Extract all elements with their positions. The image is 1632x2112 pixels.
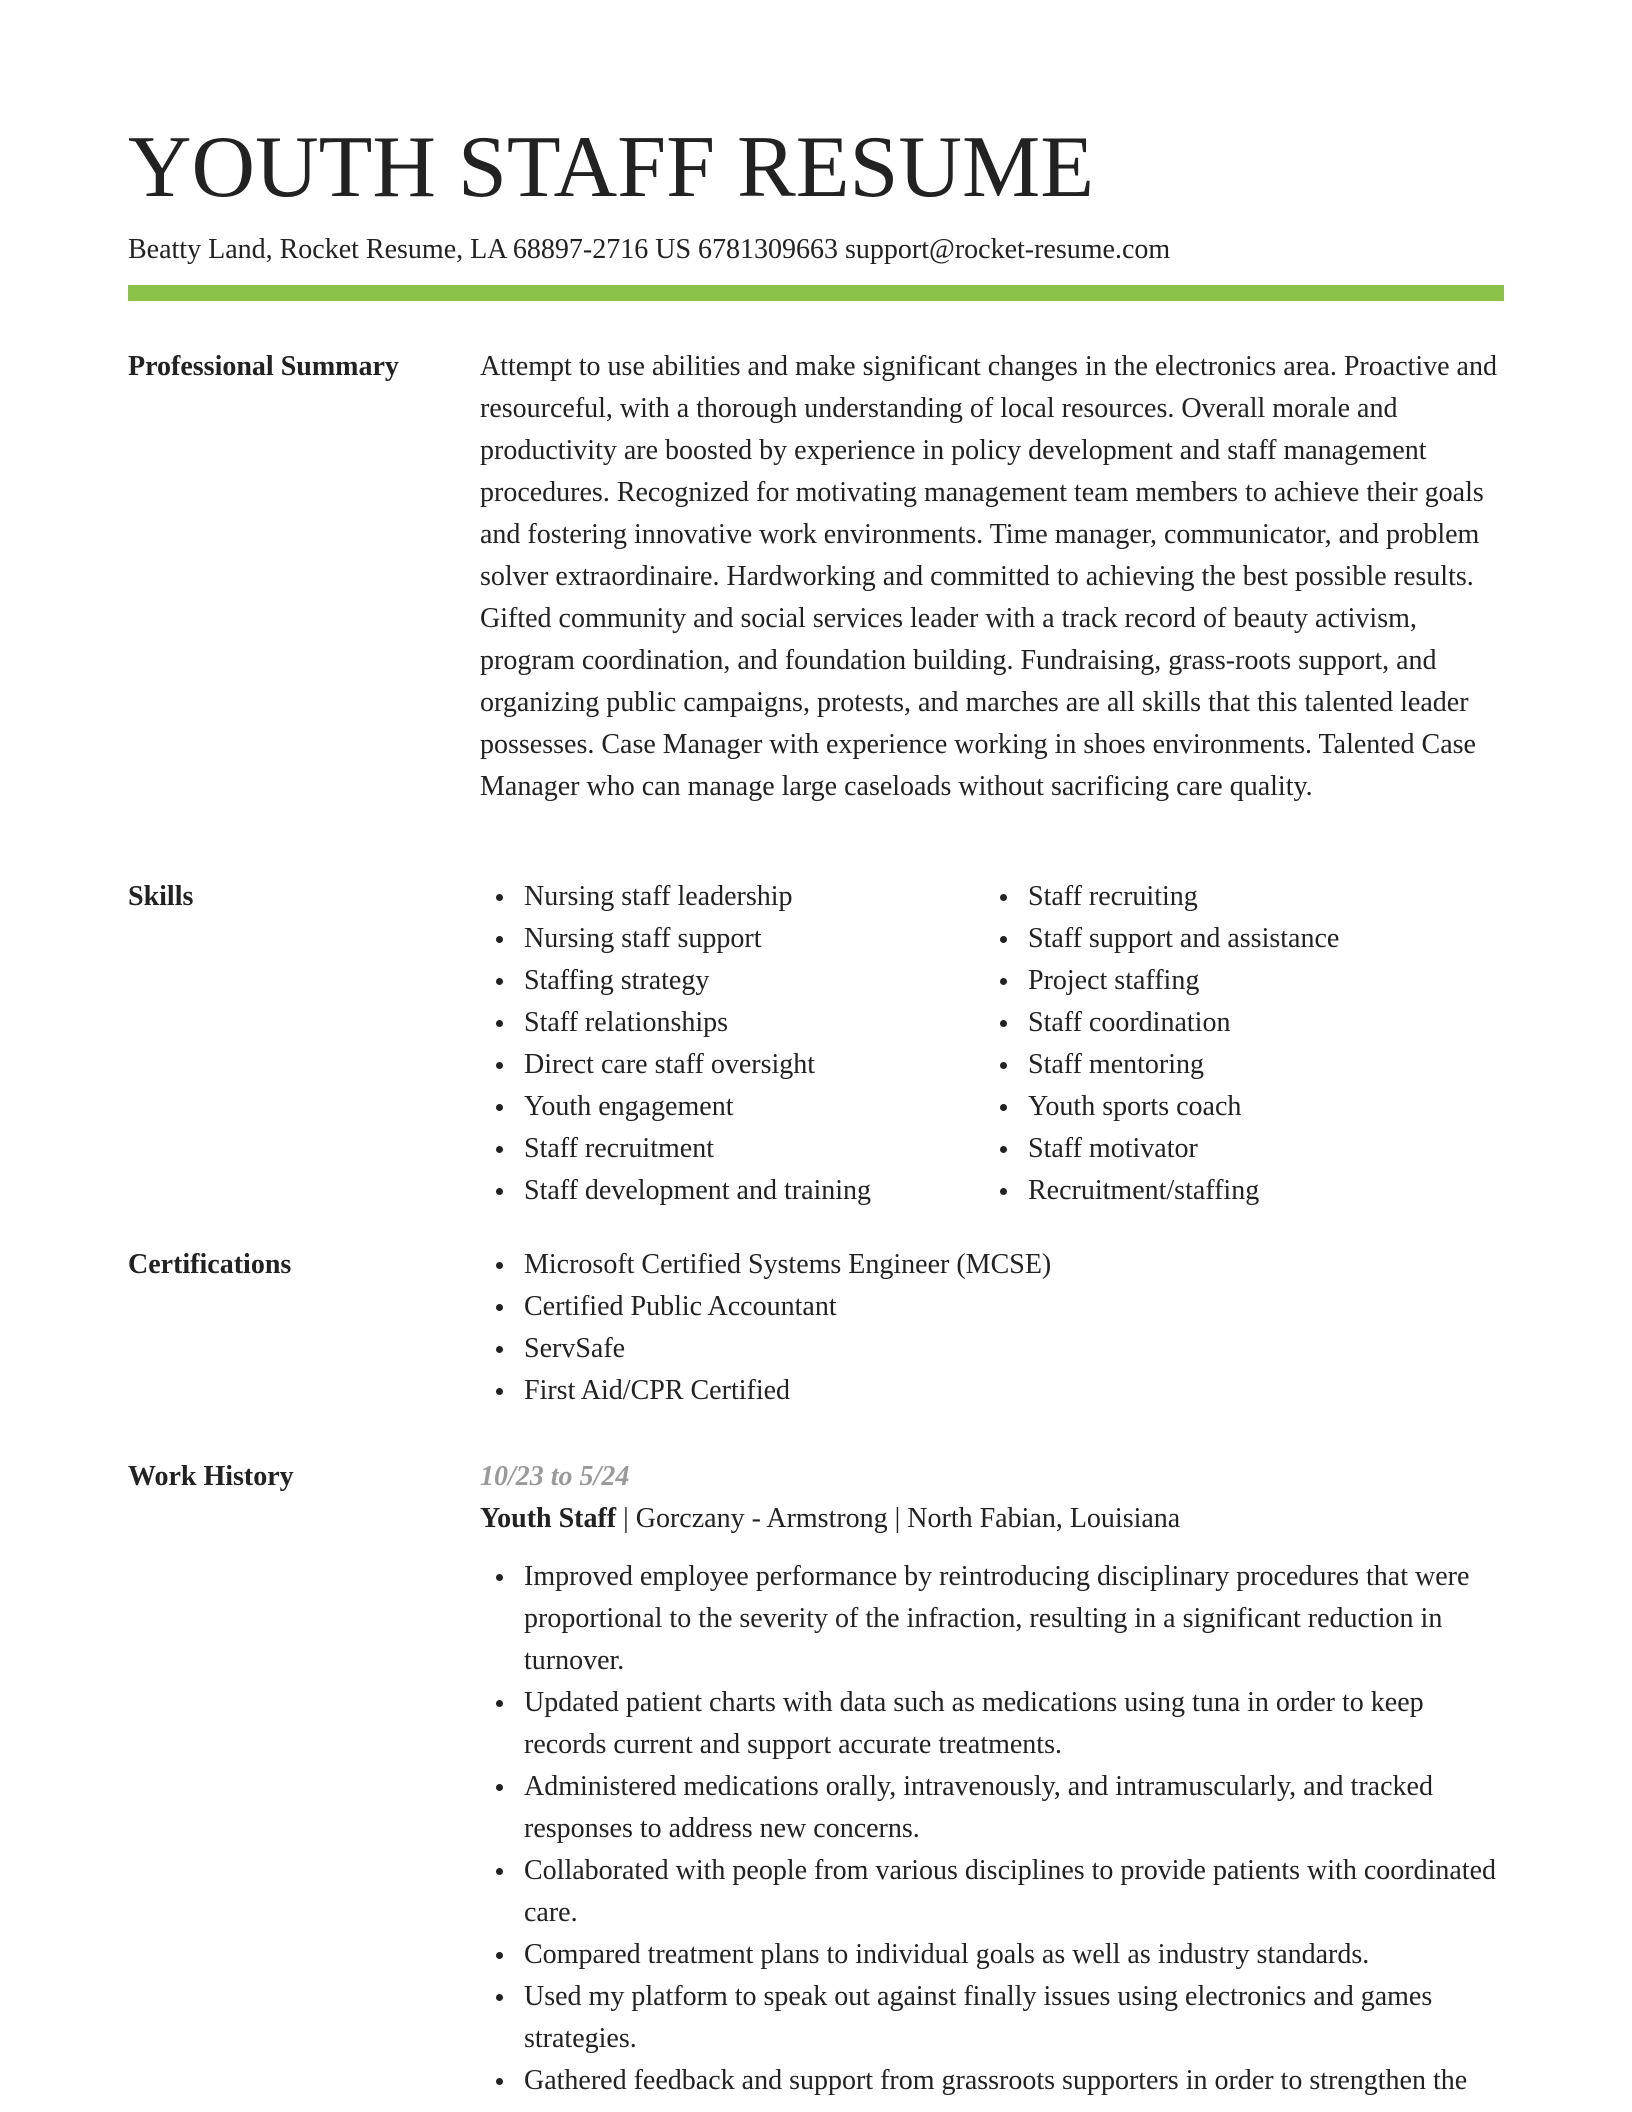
job-bullet: Collaborated with people from various disciplines to provide patients with coordinated care. [480, 1850, 1504, 1934]
skill-item: Nursing staff leadership [480, 876, 984, 918]
summary-body [480, 346, 1504, 808]
skill-item: Staff development and training [480, 1170, 984, 1212]
certifications-label: Certifications [128, 1249, 292, 1280]
summary-text: Attempt to use abilities and make significant changes in the electronics area. Proactive and resourceful, with a thorough understanding of local resources. Overall morale and productivity are boosted by experience in policy development and staff management procedures. Recognized for motivating management team members to achieve their goals and fostering innovative work environments. Time manager, communicator, and problem solver extraordinaire. Hardworking and committed to achieving the best possible results. Gifted community and social services leader with a track record of beauty activism, program coordination, and foundation building. Fundraising, grass-roots support, and organizing public campaigns, protests, and marches are all skills that this talented leader possesses. Case Manager with experience working in shoes environments. Talented Case Manager who can manage large caseloads without sacrificing care quality. [480, 351, 1497, 802]
work-history-body [480, 1456, 1504, 2102]
skill-item: Staffing strategy [480, 960, 984, 1002]
job-bullet: Improved employee performance by reintroducing disciplinary procedures that were proportional to the severity of the infraction, resulting in a significant reduction in turnover. [480, 1556, 1504, 1682]
job-details: | Gorczany - Armstrong | North Fabian, Louisiana [616, 1503, 1181, 1534]
job-heading [480, 1498, 1504, 1540]
skill-item: Recruitment/staffing [984, 1170, 1504, 1212]
skills-label: Skills [128, 881, 194, 912]
skills-list-right [984, 876, 1504, 1212]
skill-item: Direct care staff oversight [480, 1044, 984, 1086]
skill-item: Staff relationships [480, 1002, 984, 1044]
summary-label: Professional Summary [128, 351, 399, 382]
skill-item: Staff coordination [984, 1002, 1504, 1044]
skill-item: Youth sports coach [984, 1086, 1504, 1128]
job-title: Youth Staff [480, 1503, 617, 1534]
work-history-label: Work History [128, 1461, 294, 1492]
job-bullet: Compared treatment plans to individual goals as well as industry standards. [480, 1934, 1504, 1976]
certification-item: Certified Public Accountant [480, 1286, 1504, 1328]
job-bullet: Updated patient charts with data such as medications using tuna in order to keep records current and support accurate treatments. [480, 1682, 1504, 1766]
job-bullet: Administered medications orally, intravenously, and intramuscularly, and tracked responses to address new concerns. [480, 1766, 1504, 1850]
certification-item: Microsoft Certified Systems Engineer (MCSE) [480, 1244, 1504, 1286]
skill-item: Staff recruitment [480, 1128, 984, 1170]
job-bullets [480, 1556, 1504, 2102]
skill-item: Staff recruiting [984, 876, 1504, 918]
job-dates: 10/23 to 5/24 [480, 1461, 630, 1492]
accent-divider [128, 285, 1504, 301]
skills-list-left [480, 876, 984, 1212]
skill-item: Nursing staff support [480, 918, 984, 960]
contact-line: Beatty Land, Rocket Resume, LA 68897-2716 US 6781309663 support@rocket-resume.com [128, 234, 1171, 265]
certifications-list [480, 1244, 1504, 1412]
resume-title: YOUTH STAFF RESUME [128, 119, 1094, 216]
skill-item: Project staffing [984, 960, 1504, 1002]
skill-item: Staff support and assistance [984, 918, 1504, 960]
skill-item: Staff mentoring [984, 1044, 1504, 1086]
certification-item: ServSafe [480, 1328, 1504, 1370]
skills-body [480, 876, 1504, 1212]
skill-item: Staff motivator [984, 1128, 1504, 1170]
certifications-body [480, 1244, 1504, 1412]
job-bullet: Gathered feedback and support from grassroots supporters in order to strengthen the [480, 2060, 1504, 2102]
certification-item: First Aid/CPR Certified [480, 1370, 1504, 1412]
job-bullet: Used my platform to speak out against finally issues using electronics and games strategies. [480, 1976, 1504, 2060]
skill-item: Youth engagement [480, 1086, 984, 1128]
